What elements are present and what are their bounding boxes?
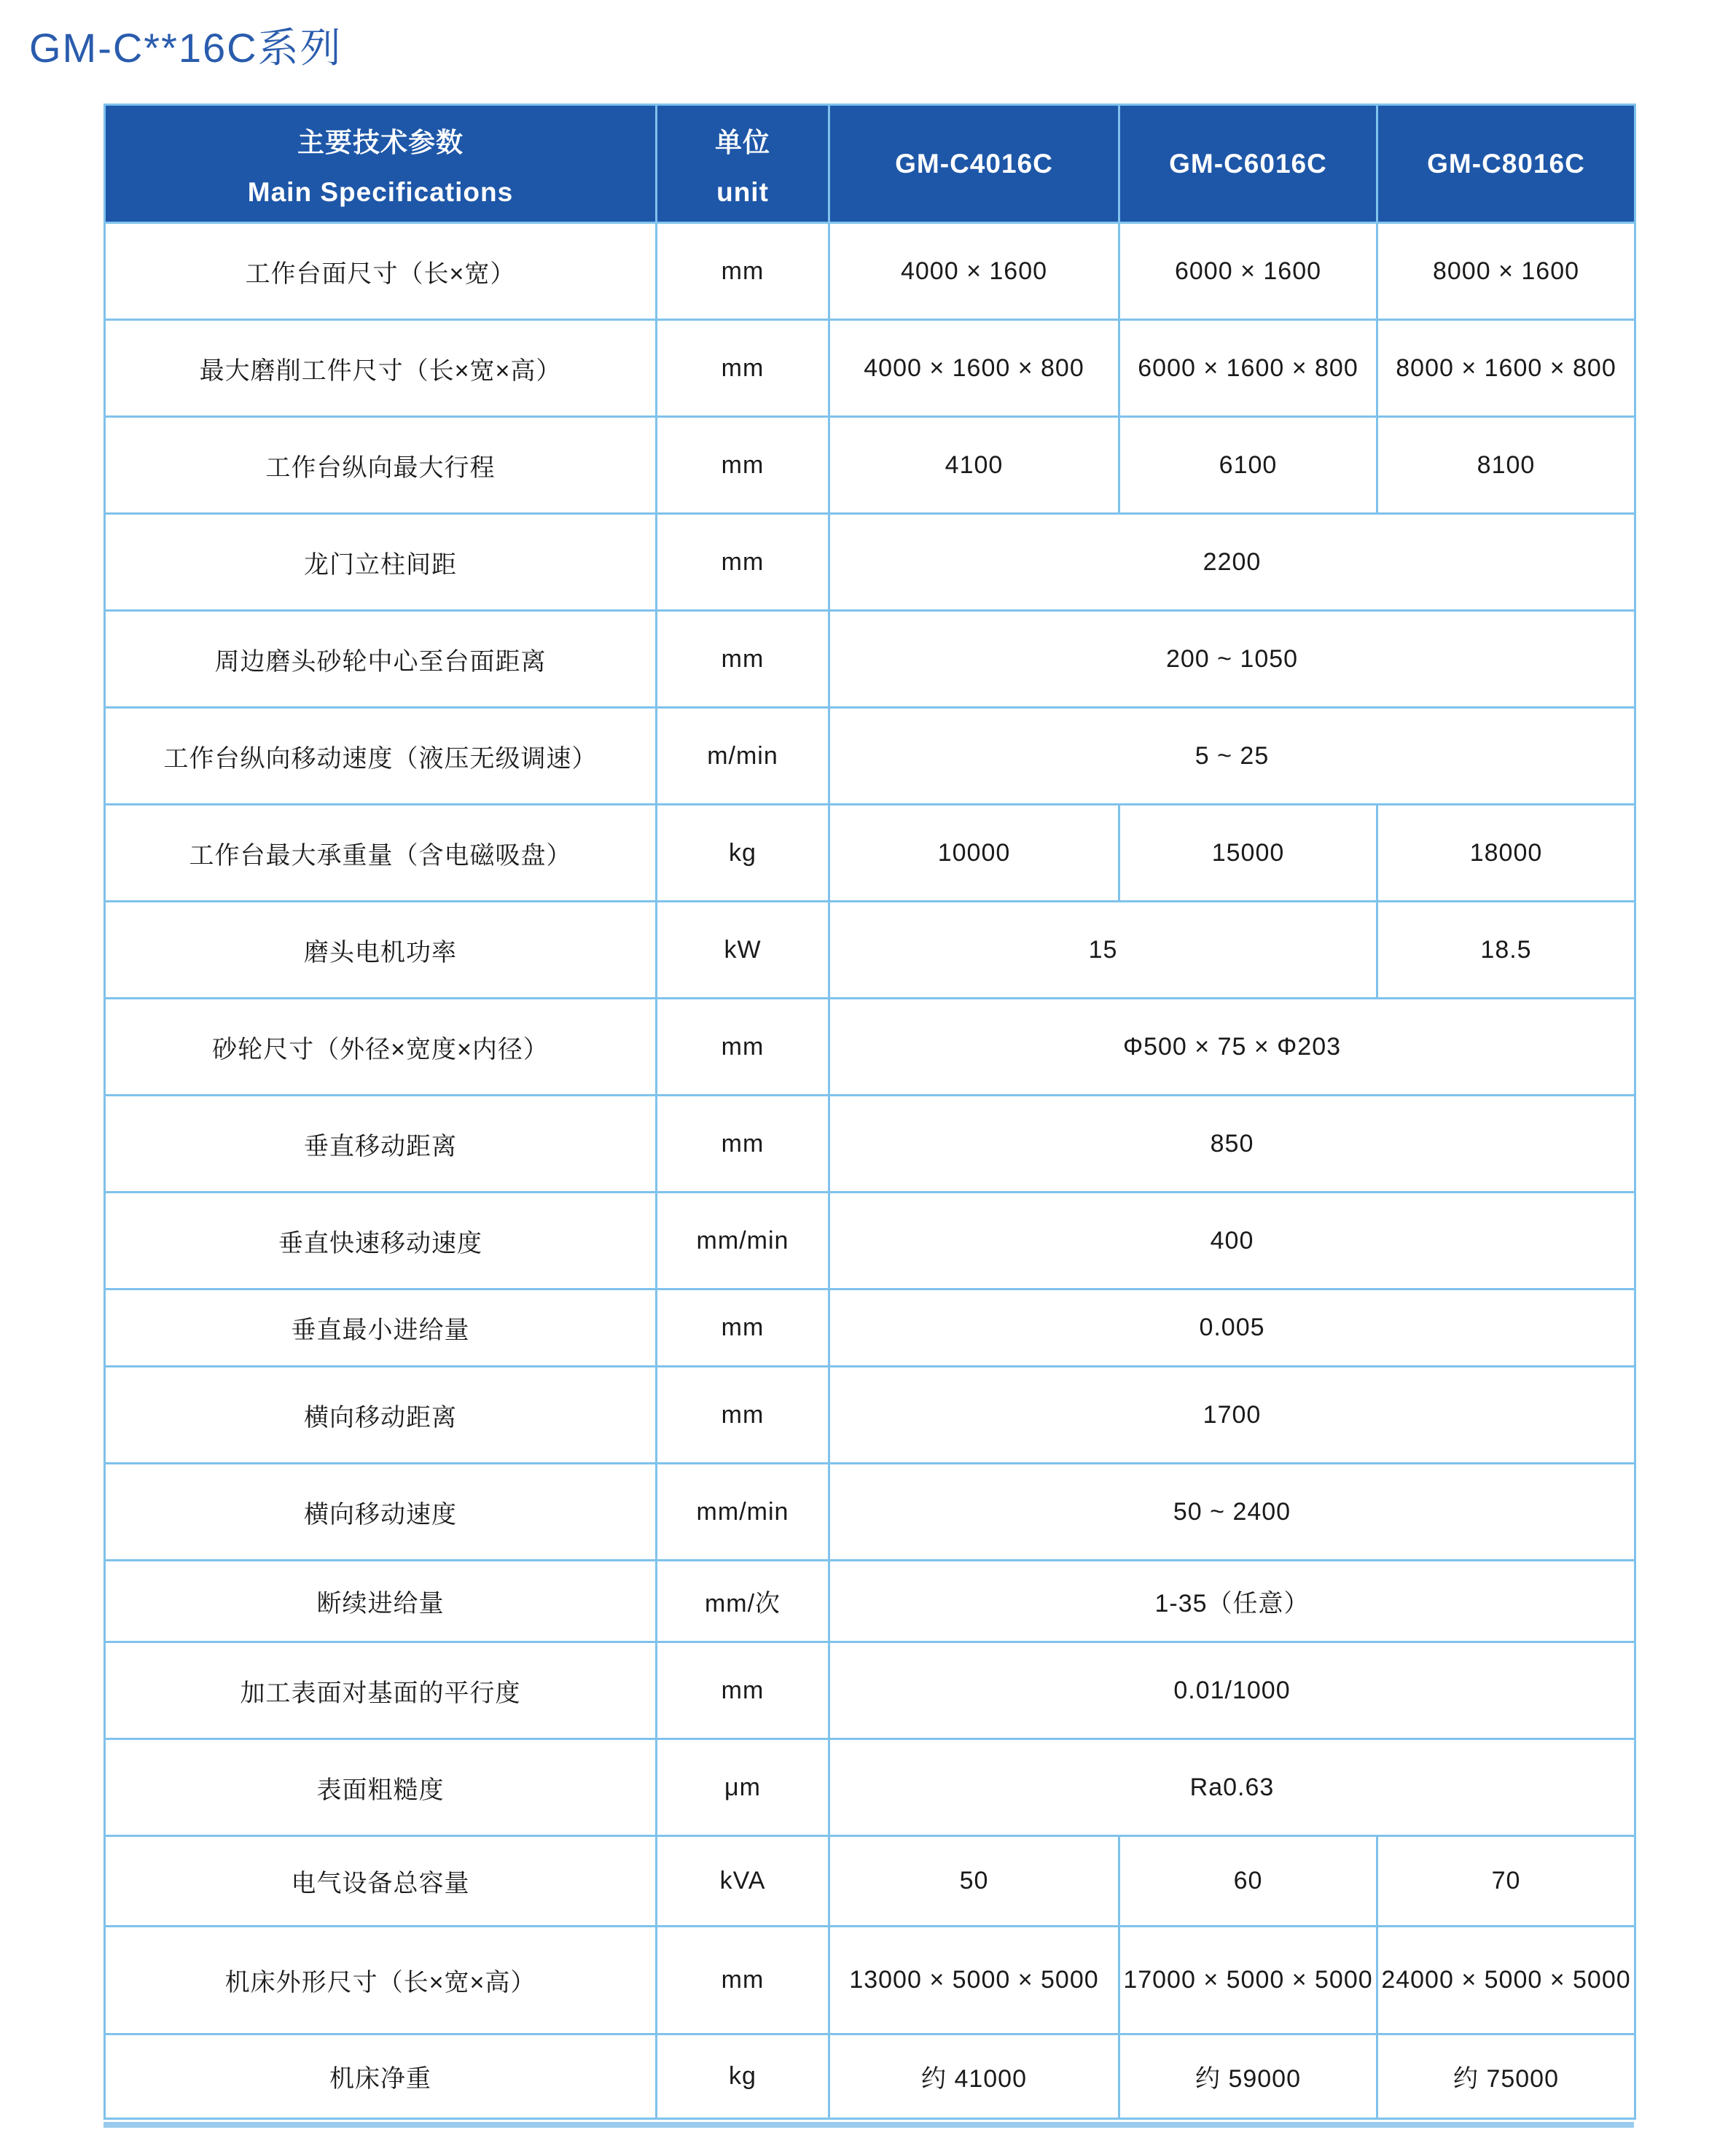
- table-row: [105, 1927, 1635, 2034]
- param-cell: 垂直快速移动速度: [105, 1193, 657, 1289]
- header-model-gm-c6016c: GM-C6016C: [1119, 105, 1377, 223]
- table-row: [105, 805, 1635, 902]
- param-cell: 垂直最小进给量: [105, 1289, 657, 1367]
- unit-cell: mm/min: [657, 1193, 829, 1289]
- value-cell: 1700: [829, 1367, 1635, 1464]
- value-cell: Φ500 × 75 × Φ203: [829, 999, 1635, 1096]
- header-param-en: Main Specifications: [247, 176, 514, 207]
- value-cell: 4000 × 1600: [829, 223, 1119, 320]
- unit-cell: mm: [657, 223, 829, 320]
- value-cell: 50: [829, 1836, 1119, 1927]
- param-cell: 最大磨削工件尺寸（长×宽×高）: [105, 320, 657, 417]
- table-row: [105, 611, 1635, 708]
- header-unit: [657, 105, 829, 223]
- header-param-zh: 主要技术参数: [297, 127, 464, 157]
- value-cell: 约 75000: [1377, 2034, 1635, 2119]
- value-cell: 10000: [829, 805, 1119, 902]
- table-row: [105, 1642, 1635, 1739]
- value-cell: 200 ~ 1050: [829, 611, 1635, 708]
- param-cell: 工作台面尺寸（长×宽）: [105, 223, 657, 320]
- unit-cell: mm: [657, 1289, 829, 1367]
- header-main-specifications: [105, 105, 657, 223]
- header-unit-zh: 单位: [715, 127, 770, 157]
- value-cell: 约 41000: [829, 2034, 1119, 2119]
- param-cell: 周边磨头砂轮中心至台面距离: [105, 611, 657, 708]
- value-cell: 0.01/1000: [829, 1642, 1635, 1739]
- value-cell: 1-35（任意）: [829, 1561, 1635, 1642]
- page-title: GM-C**16C系列: [29, 25, 343, 71]
- table-row: [105, 514, 1635, 611]
- value-cell: 70: [1377, 1836, 1635, 1927]
- unit-cell: mm: [657, 1367, 829, 1464]
- value-cell: 约 59000: [1119, 2034, 1377, 2119]
- param-cell: 垂直移动距离: [105, 1096, 657, 1193]
- unit-cell: mm: [657, 514, 829, 611]
- param-cell: 机床外形尺寸（长×宽×高）: [105, 1927, 657, 2034]
- table-row: [105, 320, 1635, 417]
- table-row: [105, 2034, 1635, 2119]
- table-row: [105, 1836, 1635, 1927]
- unit-cell: mm: [657, 999, 829, 1096]
- value-cell: Ra0.63: [829, 1739, 1635, 1836]
- param-cell: 龙门立柱间距: [105, 514, 657, 611]
- table-row: [105, 708, 1635, 805]
- param-cell: 工作台纵向移动速度（液压无级调速）: [105, 708, 657, 805]
- value-cell: 15000: [1119, 805, 1377, 902]
- value-cell: 8000 × 1600: [1377, 223, 1635, 320]
- value-cell: 18.5: [1377, 902, 1635, 999]
- param-cell: 磨头电机功率: [105, 902, 657, 999]
- unit-cell: kg: [657, 2034, 829, 2119]
- table-row: [105, 417, 1635, 514]
- table-row: [105, 1193, 1635, 1289]
- table-row: [105, 1096, 1635, 1193]
- unit-cell: kVA: [657, 1836, 829, 1927]
- unit-cell: mm: [657, 1096, 829, 1193]
- table-row: [105, 1464, 1635, 1561]
- unit-cell: μm: [657, 1739, 829, 1836]
- value-cell: 850: [829, 1096, 1635, 1193]
- value-cell: 24000 × 5000 × 5000: [1377, 1927, 1635, 2034]
- unit-cell: mm: [657, 1927, 829, 2034]
- param-cell: 表面粗糙度: [105, 1739, 657, 1836]
- value-cell: 8100: [1377, 417, 1635, 514]
- value-cell: 2200: [829, 514, 1635, 611]
- value-cell: 50 ~ 2400: [829, 1464, 1635, 1561]
- param-cell: 横向移动距离: [105, 1367, 657, 1464]
- param-cell: 电气设备总容量: [105, 1836, 657, 1927]
- param-cell: 横向移动速度: [105, 1464, 657, 1561]
- unit-cell: mm: [657, 417, 829, 514]
- unit-cell: m/min: [657, 708, 829, 805]
- unit-cell: kW: [657, 902, 829, 999]
- table-row: [105, 1289, 1635, 1367]
- value-cell: 60: [1119, 1836, 1377, 1927]
- table-row: [105, 223, 1635, 320]
- unit-cell: kg: [657, 805, 829, 902]
- table-row: [105, 1739, 1635, 1836]
- value-cell: 4100: [829, 417, 1119, 514]
- param-cell: 砂轮尺寸（外径×宽度×内径）: [105, 999, 657, 1096]
- header-row: [105, 105, 1635, 223]
- param-cell: 工作台最大承重量（含电磁吸盘）: [105, 805, 657, 902]
- header-model-gm-c4016c: GM-C4016C: [829, 105, 1119, 223]
- value-cell: 6100: [1119, 417, 1377, 514]
- value-cell: 4000 × 1600 × 800: [829, 320, 1119, 417]
- unit-cell: mm/次: [657, 1561, 829, 1642]
- param-cell: 机床净重: [105, 2034, 657, 2119]
- table-row: [105, 1561, 1635, 1642]
- value-cell: 6000 × 1600 × 800: [1119, 320, 1377, 417]
- value-cell: 5 ~ 25: [829, 708, 1635, 805]
- value-cell: 13000 × 5000 × 5000: [829, 1927, 1119, 2034]
- param-cell: 断续进给量: [105, 1561, 657, 1642]
- value-cell: 18000: [1377, 805, 1635, 902]
- value-cell: 17000 × 5000 × 5000: [1119, 1927, 1377, 2034]
- header-unit-en: unit: [716, 176, 769, 207]
- value-cell: 6000 × 1600: [1119, 223, 1377, 320]
- table-row: [105, 999, 1635, 1096]
- spec-table-wrap: [103, 104, 1634, 2128]
- value-cell: 400: [829, 1193, 1635, 1289]
- unit-cell: mm/min: [657, 1464, 829, 1561]
- spec-table: [103, 104, 1636, 2120]
- unit-cell: mm: [657, 1642, 829, 1739]
- value-cell: 0.005: [829, 1289, 1635, 1367]
- table-row: [105, 902, 1635, 999]
- param-cell: 工作台纵向最大行程: [105, 417, 657, 514]
- table-row: [105, 1367, 1635, 1464]
- value-cell: 8000 × 1600 × 800: [1377, 320, 1635, 417]
- header-model-gm-c8016c: GM-C8016C: [1377, 105, 1635, 223]
- param-cell: 加工表面对基面的平行度: [105, 1642, 657, 1739]
- value-cell: 15: [829, 902, 1377, 999]
- unit-cell: mm: [657, 320, 829, 417]
- unit-cell: mm: [657, 611, 829, 708]
